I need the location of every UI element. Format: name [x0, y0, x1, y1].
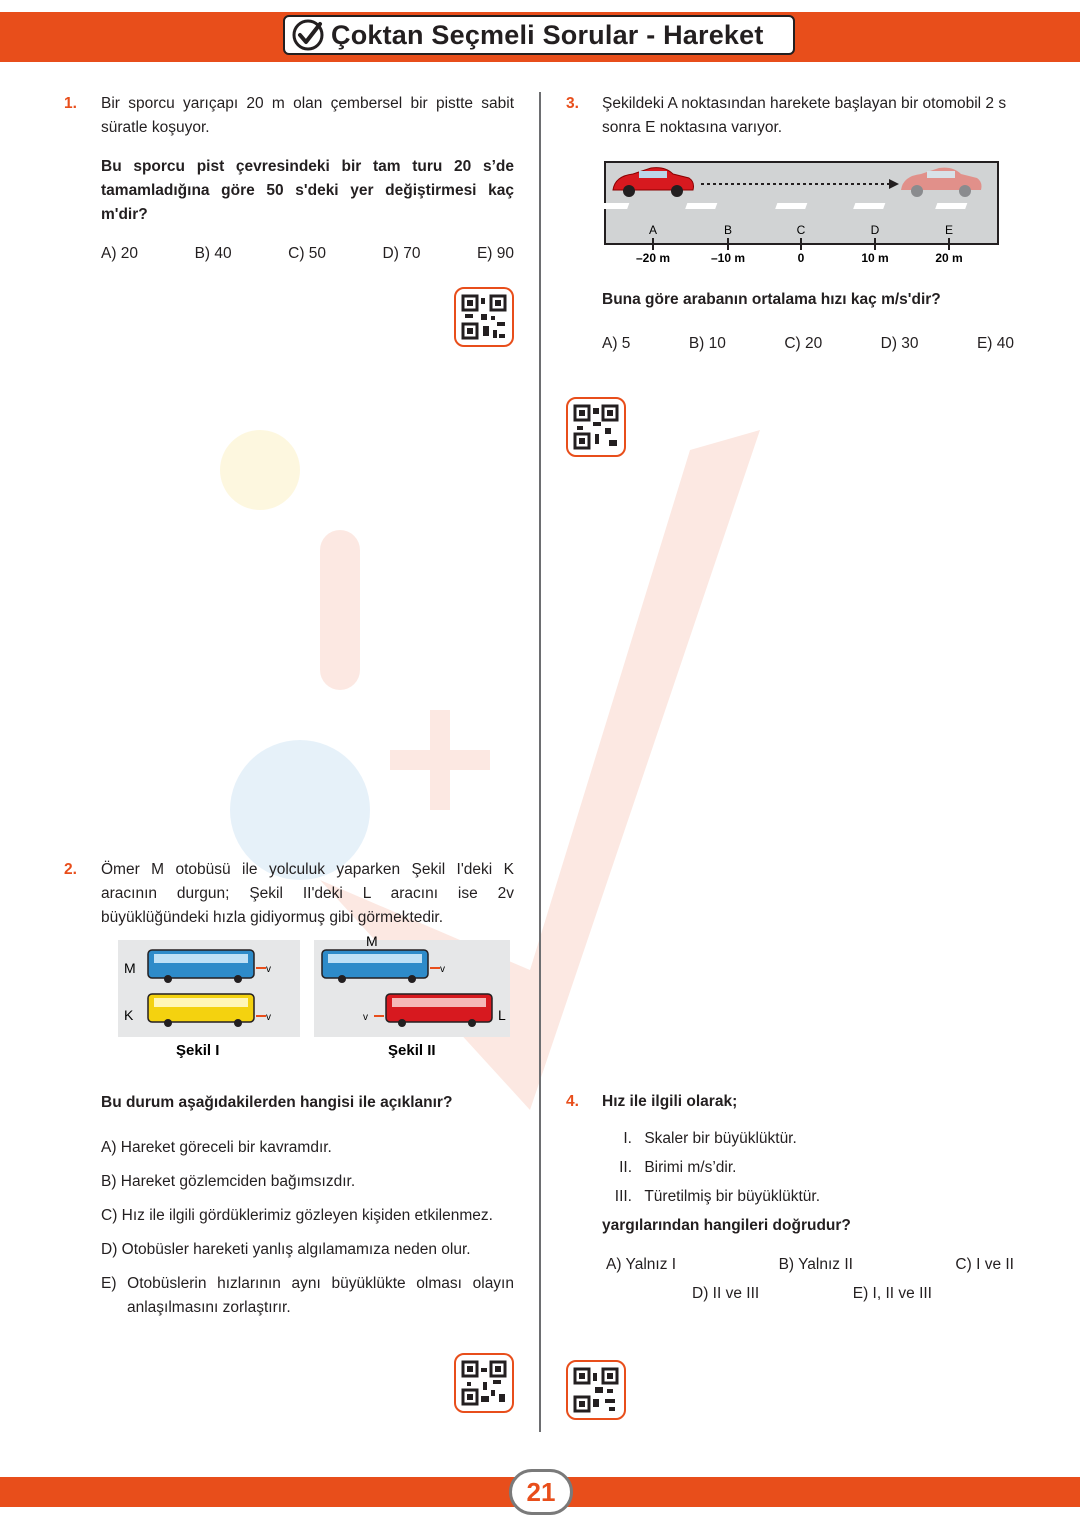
- q3-option-d[interactable]: D) 30: [880, 335, 919, 352]
- check-circle-icon: [291, 18, 325, 52]
- bus-m1-icon: [148, 950, 266, 983]
- bus-k-icon: [148, 994, 266, 1027]
- label-v3: v: [440, 964, 445, 975]
- label-m1: M: [124, 960, 136, 976]
- label-v4: v: [363, 1012, 368, 1023]
- q1-option-b[interactable]: B) 40: [194, 245, 232, 262]
- q3-point-b: B: [723, 223, 733, 237]
- page-title: Çoktan Seçmeli Sorular - Hareket: [331, 19, 764, 50]
- q3-position-b: –10 m: [710, 251, 746, 265]
- label-v2: v: [266, 1012, 271, 1023]
- q2-option-d[interactable]: D) Otobüsler hareketi yanlış algılamamıza neden olur.: [101, 1241, 471, 1258]
- q3-option-c[interactable]: C) 20: [784, 335, 823, 352]
- q4-option-d[interactable]: D) II ve III: [692, 1285, 760, 1302]
- q1-options: [101, 245, 514, 263]
- label-v1: v: [266, 964, 271, 975]
- q4-option-b[interactable]: B) Yalnız II: [778, 1256, 853, 1273]
- q1-option-d[interactable]: D) 70: [382, 245, 421, 262]
- column-divider: [539, 92, 541, 1432]
- page-number: 21: [509, 1469, 573, 1515]
- q1-text: Bir sporcu yarıçapı 20 m olan çembersel bir pistte sabit süratle koşuyor.: [101, 95, 514, 136]
- q3-position-d: 10 m: [861, 251, 889, 265]
- q4-statement-3-text: Türetilmiş bir büyüklüktür.: [644, 1188, 821, 1205]
- q4-option-e[interactable]: E) I, II ve III: [852, 1285, 932, 1302]
- caption-sekil-2: Şekil II: [388, 1042, 436, 1059]
- q3-point-e: E: [944, 223, 954, 237]
- q1-option-c[interactable]: C) 50: [288, 245, 327, 262]
- q4-statement-3: [606, 1188, 1006, 1206]
- qr-code-icon: [573, 1367, 619, 1413]
- q3-position-c: 0: [797, 251, 805, 265]
- q4-statement-3-num: III.: [614, 1188, 632, 1205]
- q4-statement-2-text: Birimi m/s’dir.: [644, 1159, 737, 1176]
- q4-option-a[interactable]: A) Yalnız I: [606, 1256, 677, 1273]
- label-k: K: [124, 1007, 134, 1023]
- q1-option-a[interactable]: A) 20: [101, 245, 139, 262]
- q3-options: [602, 335, 1014, 353]
- q3-road-figure: [603, 160, 1003, 270]
- bus-m2-icon: [322, 950, 440, 983]
- qr-code-icon: [461, 1360, 507, 1406]
- q1-number: 1.: [64, 95, 77, 112]
- q3-text: Şekildeki A noktasından harekete başlayan bir otomobil 2 s sonra E noktasına varıyor.: [602, 95, 1007, 136]
- q4-number: 4.: [566, 1093, 579, 1110]
- q3-qr-code[interactable]: [566, 397, 626, 457]
- label-m2: M: [366, 933, 378, 949]
- q1-qr-code[interactable]: [454, 287, 514, 347]
- q3-option-e[interactable]: E) 40: [976, 335, 1014, 352]
- q3-option-a[interactable]: A) 5: [602, 335, 631, 352]
- q3-number: 3.: [566, 95, 579, 112]
- page-title-box: [283, 15, 795, 55]
- q2-number: 2.: [64, 861, 77, 878]
- q2-option-c[interactable]: C) Hız ile ilgili gördüklerimiz gözleyen kişiden etkilenmez.: [101, 1207, 493, 1224]
- q2-option-e[interactable]: E) Otobüslerin hızlarının aynı büyüklükte olması olayın anlaşılmasını zorlaştırır.: [101, 1275, 514, 1316]
- q2-qr-code[interactable]: [454, 1353, 514, 1413]
- q3-point-d: D: [870, 223, 880, 237]
- label-l: L: [498, 1007, 506, 1023]
- q2-bus-figure: [110, 930, 520, 1065]
- bus-l-icon: [374, 994, 492, 1027]
- q3-question: Buna göre arabanın ortalama hızı kaç m/s'dir?: [602, 291, 941, 308]
- q4-statement-2-num: II.: [619, 1159, 632, 1176]
- q2-text: Ömer M otobüsü ile yolculuk yaparken Şekil I'deki K aracının durgun; Şekil II'deki L aracını ise 2v büyüklüğündeki hızla gidiyormuş gibi görmektedir.: [101, 861, 514, 926]
- qr-code-icon: [573, 404, 619, 450]
- q4-statement-2: [606, 1159, 1006, 1177]
- caption-sekil-1: Şekil I: [176, 1042, 220, 1059]
- q3-option-b[interactable]: B) 10: [688, 335, 726, 352]
- q4-qr-code[interactable]: [566, 1360, 626, 1420]
- q4-options-row2: [692, 1285, 932, 1303]
- q3-position-e: 20 m: [935, 251, 963, 265]
- q3-point-a: A: [648, 223, 658, 237]
- q4-intro: Hız ile ilgili olarak;: [602, 1093, 738, 1110]
- q4-statement-1: [606, 1130, 1006, 1148]
- q2-option-a[interactable]: A) Hareket göreceli bir kavramdır.: [101, 1139, 332, 1156]
- q1-option-e[interactable]: E) 90: [476, 245, 514, 262]
- q4-statement-1-text: Skaler bir büyüklüktür.: [644, 1130, 797, 1147]
- q3-position-a: –20 m: [635, 251, 671, 265]
- q3-point-c: C: [796, 223, 806, 237]
- q4-statement-1-num: I.: [623, 1130, 632, 1147]
- q4-question: yargılarından hangileri doğrudur?: [602, 1217, 851, 1234]
- q1-question: Bu sporcu pist çevresindeki bir tam turu 20 s’de tamamladığına göre 50 s'deki yer değiştirmesi kaç m'dir?: [101, 158, 514, 223]
- q4-options-row1: [606, 1256, 1014, 1274]
- q2-question: Bu durum aşağıdakilerden hangisi ile açıklanır?: [101, 1094, 453, 1111]
- q4-option-c[interactable]: C) I ve II: [955, 1256, 1014, 1273]
- q2-option-b[interactable]: B) Hareket gözlemciden bağımsızdır.: [101, 1173, 356, 1190]
- qr-code-icon: [461, 294, 507, 340]
